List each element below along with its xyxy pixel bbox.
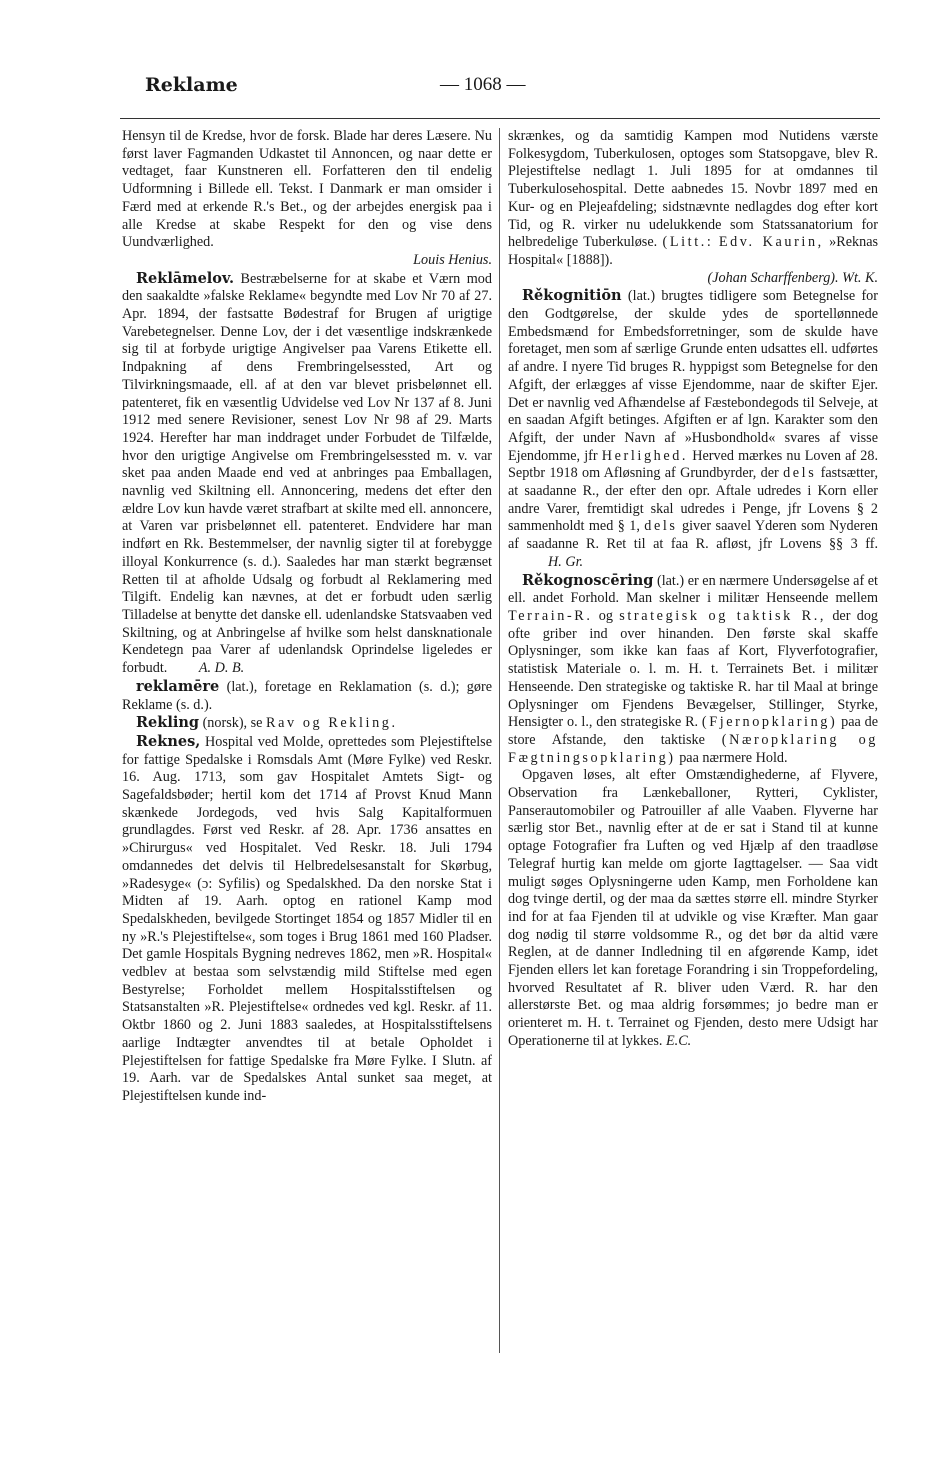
entry-text: Hensyn til de Kredse, hvor de forsk. Blade har deres Læsere. Nu først laver Fagmanden Udkastet til Annoncen, og naar dette er vedtaget, faar Kunstneren ell. Forfatteren den til endelig Udformning i Billede ell. Tekst. I Danmark er man omsider i Færd med at erkende R.'s Bet., og der arbejdes energisk paa i alle Kredse at skabe Respekt for den og vise dens Uundværlighed.	[122, 128, 492, 251]
entry-text: og	[598, 607, 613, 624]
column-divider	[499, 128, 500, 1353]
entry-text: (norsk), se	[202, 715, 263, 732]
entry-text: Herved mærkes nu Loven af 28. Septbr 1918 om Afløsning af Grundbyrder, der	[508, 447, 879, 482]
entry-text: (lat.) er en nærmere Undersøgelse af et ell. andet Forhold. Man skelner i militær Henseende mellem	[508, 572, 878, 607]
headword: Reklāmelov.	[136, 269, 234, 287]
emphasis: (Næropklaring og Fægtningsopklaring)	[508, 731, 879, 766]
headword: Rekling	[136, 714, 200, 732]
entry-author: A. D. B.	[198, 660, 245, 677]
entry-author: Louis Henius.	[413, 251, 492, 268]
entry-text: paa de store Afstande, den taktiske	[508, 714, 879, 748]
cross-reference: Rav og Rekling.	[266, 715, 398, 732]
entry-text: Bestræbelserne for at skabe et Værn mod den saakaldte »falske Reklame« begyndte med Lov Nr 70 af 27. Apr. 1894, der fastsatte Bødestraf for Brugen af urigtige Varebetegnelser. Denne Lov, der i det væsentlige indskrænkede sig til at forbyde urigtige Angivelser paa Varens Etikette ell. Indpakning af dens Frembringelsessted, Art og Tilvirkningsmaade, ell. af at den var blevet prisbelønnet ell. patenteret, fik en væsentlig Udvidelse ved Lov Nr 137 af 8. Juni 1912 med senere Revisioner, senest Lov Nr 98 af 29. Marts 1924. Herefter har man inddraget under Forbudet de Tilfælde, hvor den urigtige Angivelse om Frembringelsessted m. v. var sket paa anden Maade end ved at anbringes paa Emballagen, navnlig ved Skiltning ell. Annoncering, medens det efter den ældre Lov kun havde været strafbart at skilte med ell. annoncere, at Varen var prisbelønnet ell. patenteret. Endvidere har man indført en Rk. Bestemmelser, der navnlig sigter til at forebygge illoyal Konkurrence (s. d.). Saaledes har man stærkt begrænset Retten til at afholde Udsalg og forbudt al Reklamering med Tilgift. Endelig kan nævnes, at det er forbudt uden særlig Tilladelse at benytte det danske ell. udenlandske Statsvaaben ved Skiltning, og at Anbringelse af hvilke som helst dansknationale Kendetegn paa Varer af udenlandsk Oprindelse ligeledes er forbudt.	[122, 270, 492, 677]
right-column	[508, 128, 878, 1051]
entry-reknes	[122, 733, 492, 1106]
emphasis: Terrain-R.	[508, 607, 593, 624]
emphasis: dels	[783, 465, 817, 482]
page-number: — 1068 —	[440, 74, 526, 95]
entry-author: H. Gr.	[548, 553, 584, 570]
headword: Rěkognoscēring	[522, 571, 654, 589]
running-title: Reklame	[145, 74, 238, 96]
literature-title: »Reknas Hospital« [1888]).	[508, 234, 879, 268]
entry-reklamelov	[122, 270, 492, 678]
entry-text: skrænkes, og da samtidig Kampen mod Nutidens værste Folkesygdom, Tuberkulosen, optoges som Statsopgave, blev R. Plejestiftelse nedlagt 1. Juli 1895 for at omdannes til Tuberkulosehospital. Dette aabnedes 15. Novbr 1897 med en Kur- og en Plejeafdeling; sidstnævnte nedlagdes dog efter kort Tid, og R. virker nu udelukkende som Statssanatorium for helbredelige Tuberkuløse.	[508, 128, 878, 251]
entry-text: (lat.) brugtes tidligere som Betegnelse for den Godtgørelse, der skulde ydes de sportellønnede Embedsmænd for Embedsforretninger, som de skulde have foretaget, men som af særlige Grunde enten udsattes ell. udførtes af andre. I nyere Tid bruges R. hyppigst som Betegnelse for den Afgift, der erlægges af visse Ejendomme, naar de skifter Ejer. Det er navnlig ved Afhændelse af Fæstebondegods til Selveje, at en saadan Afgift betinges. Afgiften er af lgn. Karakter som den Afgift, der under Navn af »Husbondhold« svares af visse Ejendomme, jfr	[508, 288, 879, 464]
headword: Reknes,	[136, 732, 201, 750]
left-column	[122, 128, 492, 1106]
entry-author: E.C.	[665, 1032, 692, 1049]
entry-text: der dog ofte griber ind over hinanden. Den første skal skaffe Oplysninger, som ikke kan faas af Kort, Flyverfotografier, statistisk Materiale o. l. m. H. t. Terrainets Bet. i militær Henseende. Den strategiske og taktiske R. har til Maal at bringe Oplysninger om Fjendens Bevægelser, Stillinger, Styrke, Hensigter o. l., den strategiske R.	[508, 607, 879, 731]
entry-rekognoscering	[508, 572, 878, 768]
entry-text: giver saavel Yderen som Nyderen af saadanne R. Ret til at faa R. afløst, jfr Lovens §§ 3 ff.	[508, 518, 878, 553]
entry-text: Hospital ved Molde, oprettedes som Plejestiftelse for fattige Spedalske i Romsdals Amt (Møre Fylke) ved Reskr. 16. Aug. 1713, som gav Hospitalet Amtets Sigt- og Sagefaldsbøder; hertil kom det 1714 af Provst Knud Mann skænkede Jordegods, ved hvis Salg Kapitalformuen grundlagdes. Først ved Reskr. af 28. Apr. 1736 ansattes en »Chirurgus« ved Hospitalet. Ved Reskr. 18. Juli 1794 omdannedes det delvis til Helbredelsesanstalt for Skørbug, »Radesyge« (ɔ: Syfilis) og Spedalskhed. Da den norske Stat i Midten af 19. Aarh. optog en rationel Kamp mod Spedalskheden, bevilgede Stortinget 1854 og 1857 Midler til en ny »R.'s Plejestiftelse«, som toges i Brug 1861 med 160 Pladser. Det gamle Hospitals Bygning nedreves 1862, men »R. Hospital« vedblev at bestaa som selvstændig mild Stiftelse med egen Bestyrelse; Forholdet mellem Hospitalsstiftelsen og Statsanstalten »R. Plejestiftelse« ordnedes ved kgl. Reskr. af 11. Oktbr 1860 og 2. Juni 1883 saaledes, at Hospitalsstiftelsens aarlige Indtægter anvendtes til at betale Opholdet i Plejestiftelsen for fattige Spedalske fra Møre Fylke. I Slutn. af 19. Aarh. var de Spedalskes Antal sunket saa meget, at Plejestiftelsen kunde ind-	[122, 733, 492, 1104]
entry-text: (lat.), foretage en Reklamation (s. d.); gøre Reklame (s. d.).	[122, 678, 493, 713]
entry-rekognoscering-paragraph	[508, 767, 878, 1050]
entry-author: (Johan Scharffenberg). Wt. K.	[707, 269, 878, 286]
entry-reklamere	[122, 678, 492, 714]
literature-label: (Litt.:	[662, 234, 714, 251]
cross-reference: Herlighed.	[601, 447, 689, 464]
header-rule	[120, 118, 880, 119]
headword: reklamēre	[136, 677, 220, 695]
running-head	[145, 74, 875, 104]
entry-rekling	[122, 714, 492, 733]
entry-reknes-continued	[508, 128, 878, 287]
entry-text: paa nærmere Hold.	[679, 749, 788, 766]
entry-text: Opgaven løses, alt efter Omstændighederne, af Flyvere, Observation fra Lænkeballoner, Rytteri, Cyklister, Panserautomobiler og Patrouiller af alle Vaaben. Flyverne har særlig stor Bet., navnlig efter at de er sat i Stand til at kunne optage Fotografier fra Luften og ved Hjælp af den traadløse Telegraf hurtig kan melde om gjorte Iagttagelser. — Saa vidt muligt søges Oplysningerne uden Kamp, men Forholdene kan dog tvinge dertil, og der maa da sættes større ell. mindre Styrker ind for at faa Fjenden til at udvikle og vise Kræfter. Man gaar dog nødig til større voldsomme R., og det bør da altid være Reglen, at de danner Indledning til en afgørende Kamp, idet Fjenden ellers let kan foretage Forandring i sin Troppefordeling, hvorved Resultatet af R. bliver uden Værd. R. har den allerstørste Bet. og maa aldrig forsømmes; jo bedre man er orienteret m. H. t. Terrainet og Fjenden, desto mere Udsigt har Operationerne til at lykkes.	[508, 767, 878, 1049]
emphasis: strategisk og taktisk R.,	[619, 607, 827, 624]
entry-text: fastsætter, at saadanne R., der efter den opr. Aftale udredes i Korn eller andre Varer, fremtidigt skal udredes i Penge, jfr Lovens § 2 sammenholdt med § 1,	[508, 465, 878, 535]
emphasis: dels	[644, 518, 678, 535]
entry-continuation	[122, 128, 492, 270]
emphasis: (Fjernopklaring)	[701, 714, 838, 731]
headword: Rěkognitiōn	[522, 287, 622, 305]
entry-rekognition	[508, 287, 878, 571]
literature-author: Edv. Kaurin,	[718, 234, 824, 251]
